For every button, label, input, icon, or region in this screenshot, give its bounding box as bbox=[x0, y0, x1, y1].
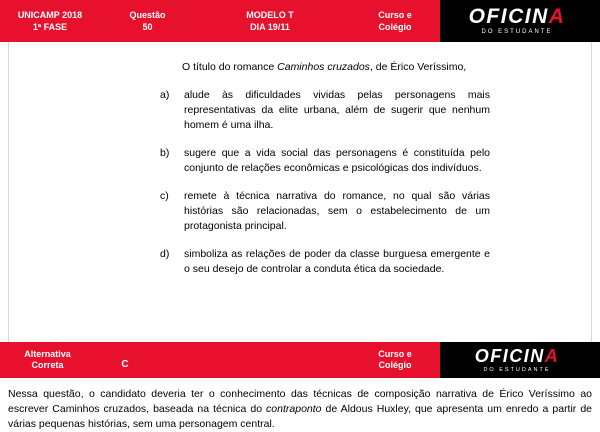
explanation-italic-term: contraponto bbox=[266, 403, 322, 415]
alternatives-list bbox=[160, 88, 490, 277]
answer-label-line-2: Correta bbox=[31, 360, 64, 370]
right-margin-rule bbox=[591, 42, 592, 342]
brand-logo-footer bbox=[440, 342, 600, 378]
question-stem bbox=[160, 60, 490, 75]
alternative-option-a[interactable] bbox=[160, 88, 490, 133]
model-day: DIA 19/11 bbox=[250, 22, 290, 32]
question-content bbox=[0, 42, 600, 342]
header-bar bbox=[0, 0, 600, 42]
model-label: MODELO T bbox=[246, 10, 294, 20]
brand-logo-text: OFICIN bbox=[468, 5, 549, 28]
course-line-1: Curso e bbox=[378, 10, 412, 20]
course-line-2: Colégio bbox=[378, 22, 412, 32]
alternative-text: sugere que a vida social das personagens é constituída pelo conjunto de relações econômicas e psicológicas dos indivíduos. bbox=[184, 147, 490, 174]
alternative-letter: d) bbox=[160, 248, 170, 260]
brand-logo-footer-accent: A bbox=[544, 345, 560, 366]
alternative-letter: a) bbox=[160, 89, 170, 101]
exam-identifier bbox=[0, 0, 100, 42]
brand-logo-footer-text: OFICIN bbox=[474, 345, 545, 366]
brand-logo-subtitle: DO ESTUDANTE bbox=[481, 29, 553, 35]
answer-bar bbox=[0, 342, 600, 378]
stem-text-part-1: O título do romance bbox=[182, 61, 278, 73]
brand-logo-footer-wordmark bbox=[475, 347, 560, 365]
model-identifier bbox=[195, 0, 345, 42]
explanation-part-2: de Aldous Huxley, que apresenta um enredo a partir de várias pequenas histórias, sem uma personagem central. bbox=[8, 403, 592, 430]
alternative-text: simboliza as relações de poder da classe burguesa emergente e o seu desejo de controlar a conduta ética da sociedade. bbox=[184, 248, 490, 275]
explanation-part-1: Nessa questão, o candidato deveria ter o conhecimento das técnicas de composição narrativa de Érico Veríssimo ao escrever Caminhos cruzados, baseada na técnica do bbox=[8, 388, 592, 415]
brand-logo bbox=[440, 0, 600, 42]
question-label: Questão bbox=[129, 10, 166, 20]
stem-title-italic: Caminhos cruzados bbox=[277, 61, 370, 73]
brand-logo-footer-subtitle: DO ESTUDANTE bbox=[483, 366, 551, 373]
explanation-text bbox=[0, 378, 600, 432]
answer-label bbox=[0, 342, 95, 378]
exam-name: UNICAMP 2018 bbox=[17, 10, 83, 20]
question-number: 50 bbox=[142, 22, 153, 32]
answer-course-label bbox=[350, 342, 440, 378]
alternative-option-b[interactable] bbox=[160, 146, 490, 176]
question-identifier bbox=[100, 0, 195, 42]
alternative-letter: c) bbox=[160, 190, 169, 202]
answer-label-line-1: Alternativa bbox=[24, 349, 71, 359]
alternative-letter: b) bbox=[160, 147, 170, 159]
answer-course-line-2: Colégio bbox=[378, 360, 412, 370]
answer-value: C bbox=[121, 358, 129, 370]
course-label bbox=[350, 0, 440, 42]
brand-logo-wordmark bbox=[469, 6, 566, 27]
brand-logo-accent: A bbox=[548, 5, 566, 28]
left-margin-rule bbox=[8, 42, 9, 342]
alternative-option-d[interactable] bbox=[160, 247, 490, 277]
exam-phase: 1ª FASE bbox=[32, 22, 68, 32]
stem-text-part-2: , de Érico Veríssimo, bbox=[369, 61, 467, 73]
alternative-text: remete à técnica narrativa do romance, no qual são várias histórias são relacionadas, sem o estabelecimento de um protagonista principal. bbox=[184, 190, 490, 232]
alternative-text: alude às dificuldades vividas pelas personagens mais representativas da elite urbana, além de sugerir que nenhum homem é uma ilha. bbox=[184, 89, 490, 131]
answer-course-line-1: Curso e bbox=[378, 349, 412, 359]
question-block bbox=[160, 60, 490, 290]
alternative-option-c[interactable] bbox=[160, 189, 490, 234]
